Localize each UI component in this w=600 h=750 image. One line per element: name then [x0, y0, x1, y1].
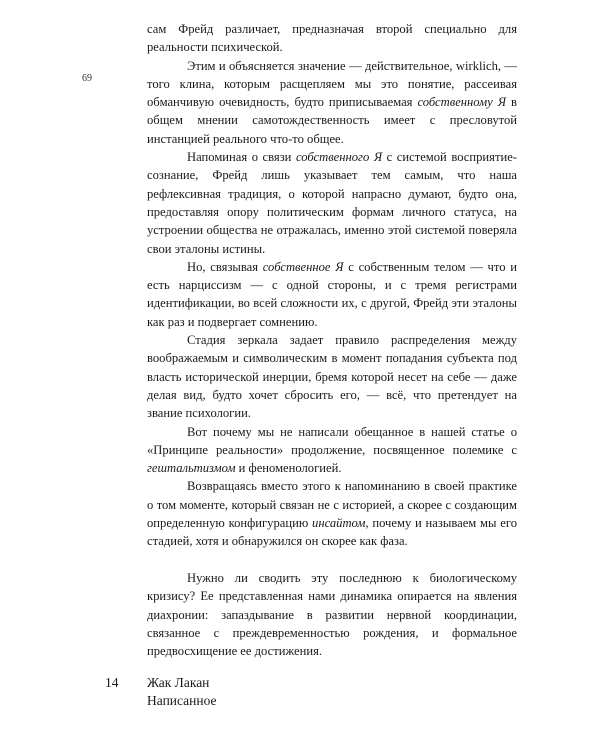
paragraph: сам Фрейд различает, предназначая второй специально для реальности психической.	[147, 22, 517, 55]
page-number: 14	[105, 675, 119, 690]
footer-author: Жак Лакан	[147, 675, 210, 690]
body-text	[147, 20, 517, 660]
paragraph: Но, связывая собственное Я с собственным телом — что и есть нарциссизм — с одной стороны, и с тремя регистрами идентификации, во всей сложности их, с другой, Фрейд эти эталоны как раз и подвергает сомнению.	[147, 259, 517, 329]
paragraph: Возвращаясь вместо этого к напоминанию в своей практике о том моменте, который связан не с историей, а скорее с создающим определенную конфигурацию инсайтом, почему и называем мы его стадией, хотя и обнаружился он скорее как фаза.	[147, 479, 517, 549]
paragraph: Этим и объясняется значение — действительное, wirklich, — того клина, которым расщепляем мы это понятие, рассеивая обманчивую очевидность, будто приписываемая собственному Я в общем мнении самотождественность имеет с пресловутой инстанцией реального что-то общее.	[147, 58, 517, 146]
paragraph: Напоминая о связи собственного Я с системой восприятие-сознание, Фрейд лишь указывает тем самым, что наша рефлексивная традиция, о которой напрасно думают, будто она, предоставляя опору политическим формам личного статуса, на устроении общества не отражалась, именно этой системой поверяла свои эталоны истины.	[147, 150, 517, 256]
paragraph: Вот почему мы не написали обещанное в нашей статье о «Принципе реальности» продолжение, посвященное полемике с гештальтизмом и феноменологией.	[147, 424, 517, 476]
running-footer	[147, 674, 217, 710]
paragraph: Нужно ли сводить эту последнюю к биологическому кризису? Ее представленная нами динамика опирается на явления диахронии: запаздывание в развитии нервной координации, связанное с преждевременностью рождения, и формальное предвосхищение ее достижения.	[147, 570, 517, 659]
paragraph: Стадия зеркала задает правило распределения между воображаемым и символическим в момент попадания субъекта под власть исторической инерции, бремя которой несет на себе — даже делая вид, будто хочет сбросить его, — всё, что претендует на звание психологии.	[147, 333, 517, 421]
footer-book-title: Написанное	[147, 693, 217, 708]
margin-page-reference: 69	[82, 73, 92, 84]
